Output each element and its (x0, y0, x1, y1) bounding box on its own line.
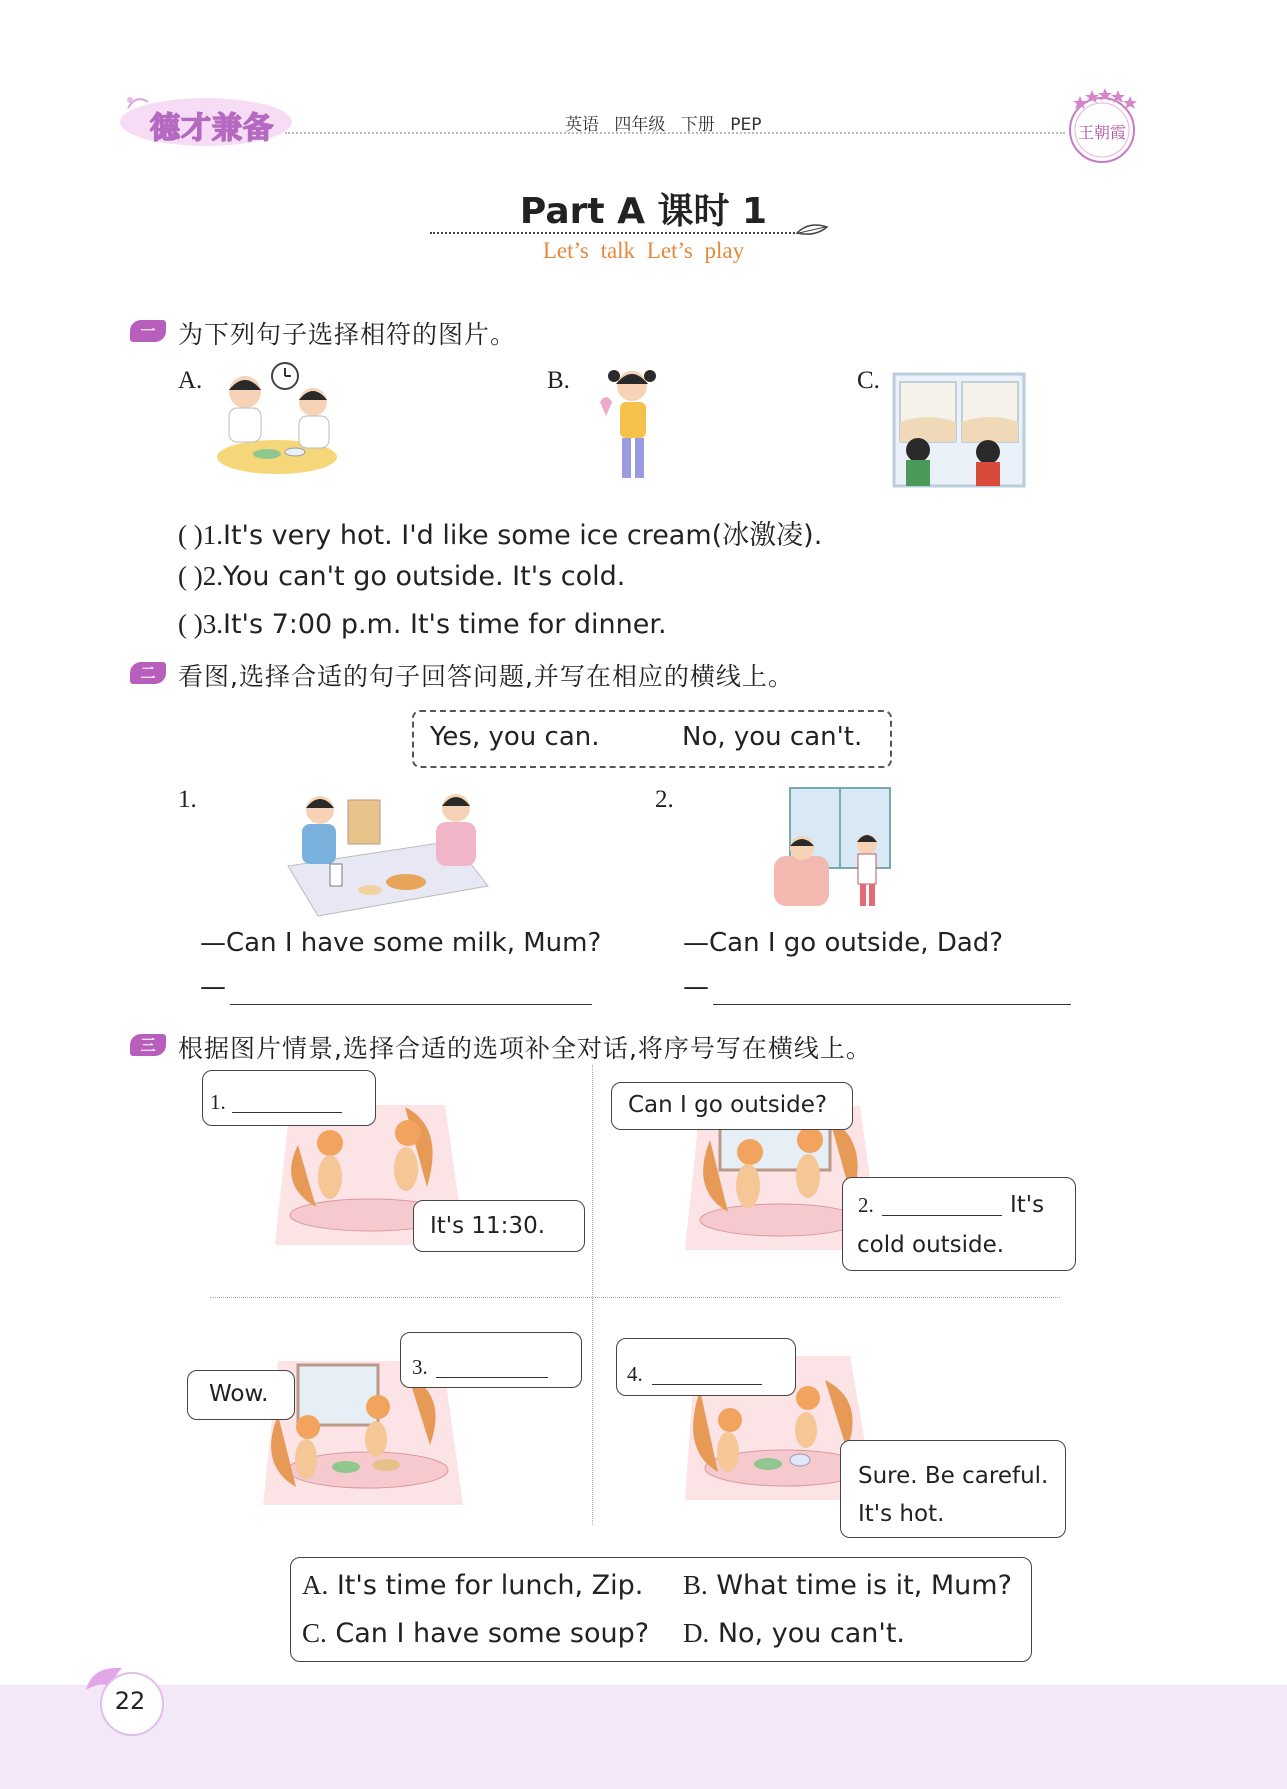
blank-number-4: 4. (627, 1362, 643, 1386)
item-number-2: 2. (655, 786, 674, 813)
choice-no: No, you can't. (682, 722, 863, 752)
question-1: ( )1.It's very hot. I'd like some ice cream(冰激凌). (178, 520, 823, 551)
option-d: D. No, you can't. (683, 1618, 906, 1649)
option-a: A. It's time for lunch, Zip. (302, 1570, 644, 1601)
svg-text:王朝霞: 王朝霞 (1077, 123, 1127, 142)
footer-band (0, 1685, 1287, 1789)
item-dash-1: — (200, 972, 226, 1002)
section-badge-3: 三 (130, 1034, 166, 1056)
blank-line-4[interactable] (652, 1384, 762, 1385)
milk-at-table-picture (278, 786, 493, 921)
item-number-1: 1. (178, 786, 197, 813)
section-badge-1: 一 (130, 320, 166, 342)
option-b: B. What time is it, Mum? (683, 1570, 1012, 1601)
section-title-3: 根据图片情景,选择合适的选项补全对话,将序号写在横线上。 (178, 1034, 872, 1063)
question-3: ( )3.It's 7:00 p.m. It's time for dinner. (178, 609, 667, 640)
option-letter-c: C. (857, 367, 880, 394)
reply-sure-careful: Sure. Be careful. (858, 1463, 1049, 1489)
girl-ice-cream-picture (590, 362, 670, 492)
answer-paren[interactable]: ( ) (178, 561, 203, 591)
family-dinner-picture (215, 362, 340, 477)
question-2: ( )2.You can't go outside. It's cold. (178, 561, 626, 592)
question-go-outside: Can I go outside? (628, 1092, 828, 1118)
reply-time: It's 11:30. (430, 1213, 546, 1239)
blank-line-2[interactable] (882, 1215, 1002, 1216)
answer-line-1[interactable] (230, 1004, 592, 1005)
blank-number-3: 3. (412, 1355, 428, 1379)
speech-bubble-4 (616, 1338, 796, 1396)
answer-paren[interactable]: ( ) (178, 609, 203, 639)
blank-number-1: 1. (210, 1090, 226, 1114)
section-title-2: 看图,选择合适的句子回答问题,并写在相应的横线上。 (178, 662, 794, 691)
option-letter-b: B. (547, 367, 570, 394)
answer-line-2[interactable] (713, 1004, 1071, 1005)
option-c: C. Can I have some soup? (302, 1618, 650, 1649)
blank-number-2: 2. (858, 1193, 874, 1217)
panel-divider-horizontal (210, 1297, 1060, 1298)
speech-bubble-1 (202, 1070, 376, 1126)
dad-snowy-window-picture (762, 786, 902, 916)
kids-at-snowy-window-picture (892, 372, 1027, 490)
reply-its: It's (1010, 1192, 1045, 1218)
section-badge-2: 二 (130, 662, 166, 684)
page-number: 22 (114, 1687, 146, 1715)
option-letter-a: A. (178, 367, 203, 394)
item-dash-2: — (683, 972, 709, 1002)
reply-its-hot: It's hot. (858, 1501, 945, 1527)
brand-name: 德才兼备 (150, 111, 274, 146)
header-divider (285, 132, 1065, 134)
section-title-1: 为下列句子选择相符的图片。 (178, 320, 517, 349)
blank-line-3[interactable] (436, 1377, 548, 1378)
title-divider (430, 232, 802, 234)
choice-yes: Yes, you can. (430, 722, 600, 752)
lesson-subtitle: Let’s talk Let’s play (542, 238, 745, 263)
item-question-1: —Can I have some milk, Mum? (200, 928, 602, 958)
header-subtitle: 英语 四年级 下册 PEP (565, 115, 762, 135)
answer-paren[interactable]: ( ) (178, 520, 203, 550)
reply-cold-outside: cold outside. (857, 1232, 1005, 1258)
item-question-2: —Can I go outside, Dad? (683, 928, 1004, 958)
blank-line-1[interactable] (232, 1112, 342, 1113)
author-seal-icon (1060, 82, 1145, 167)
page-title: Part A 课时 1 (519, 191, 768, 232)
reply-wow: Wow. (209, 1381, 269, 1407)
panel-divider-vertical (592, 1065, 593, 1525)
